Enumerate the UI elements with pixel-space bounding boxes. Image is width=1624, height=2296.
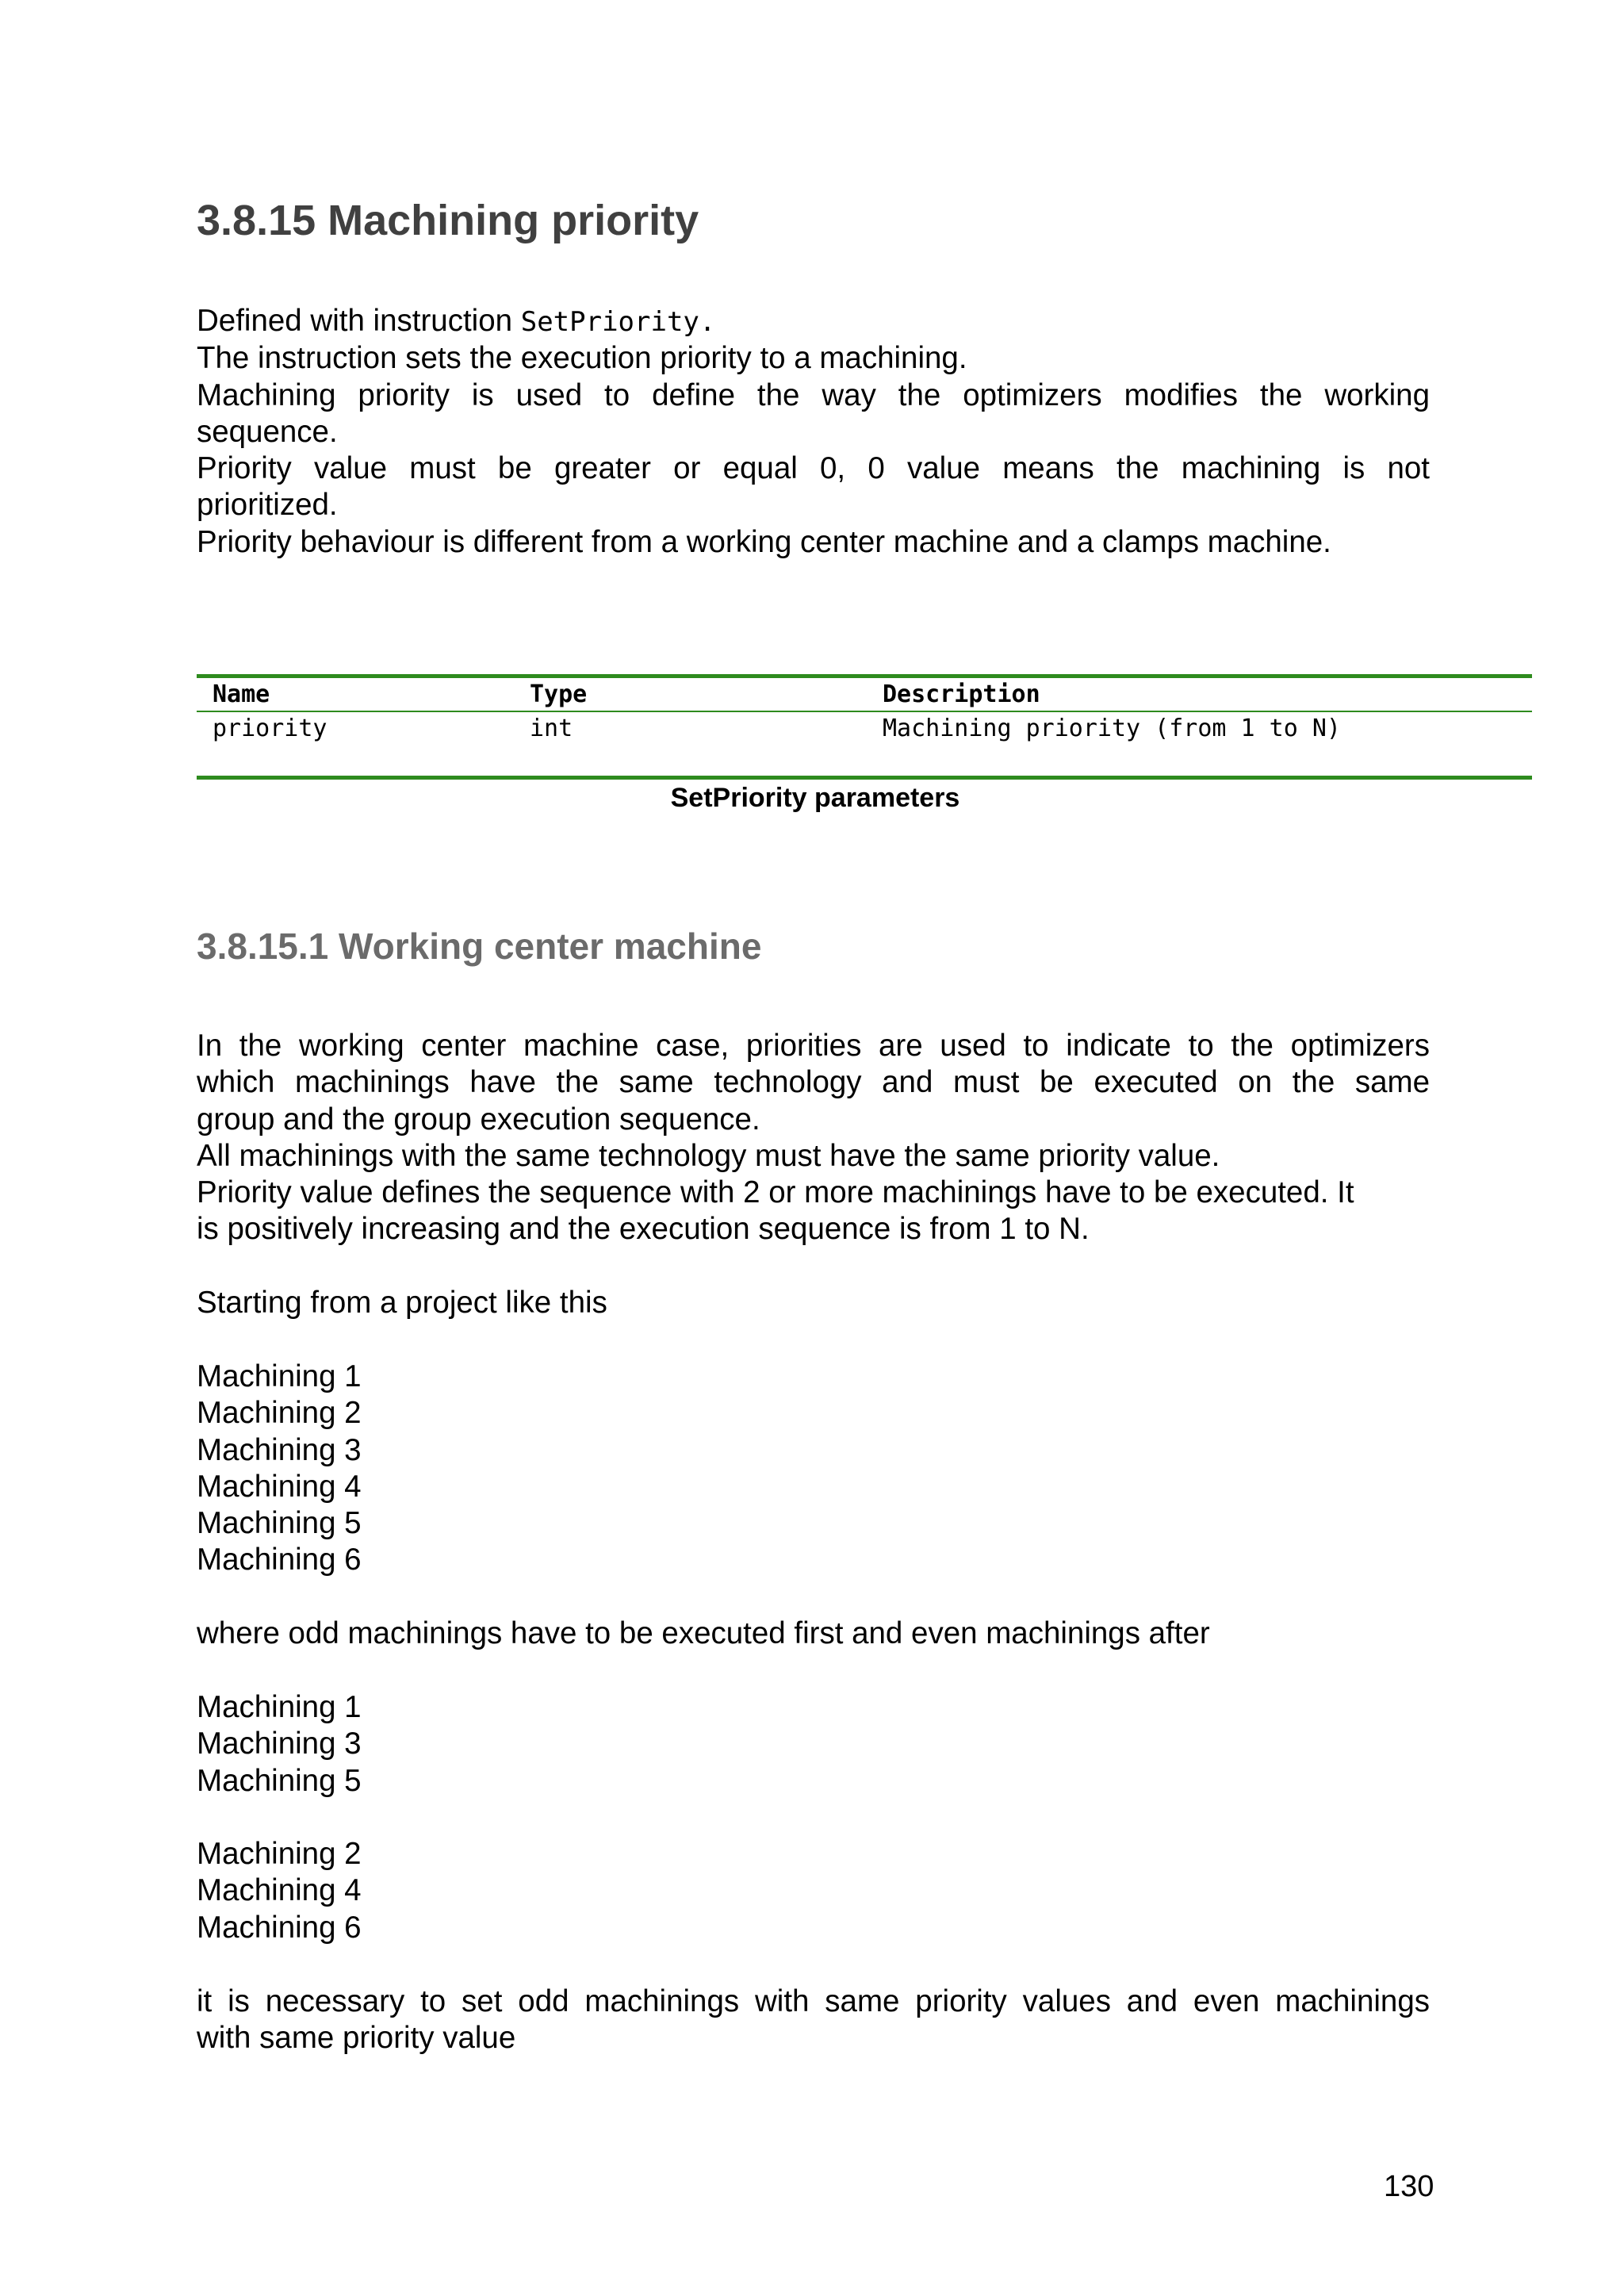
list-item: Machining 3 (197, 1432, 362, 1467)
intro-line-5: Priority behaviour is different from a working center machine and a clamps machine. (197, 524, 1331, 559)
list-item: Machining 3 (197, 1727, 362, 1761)
conclusion-line-2: with same priority value (197, 2021, 516, 2056)
odd-even-paragraph: where odd machinings have to be executed first and even machinings after (197, 1616, 1210, 1650)
intro-line-2: The instruction sets the execution priority to a machining. (197, 341, 967, 376)
table-top-rule (197, 674, 1532, 678)
working-center-paragraph (197, 1028, 1430, 1248)
intro-paragraph (197, 303, 1430, 561)
wc-line-2: All machinings with the same technology must have the same priority value. (197, 1138, 1220, 1173)
starting-paragraph: Starting from a project like this (197, 1286, 607, 1320)
table-bottom-rule (197, 776, 1532, 780)
list-item: Machining 5 (197, 1763, 362, 1798)
intro-line-1 (197, 303, 1430, 340)
list-item: Machining 2 (197, 1837, 362, 1871)
list-item: Machining 6 (197, 1543, 362, 1577)
intro-line-3b: sequence. (197, 414, 338, 449)
subsection-heading: 3.8.15.1 Working center machine (197, 926, 762, 967)
machining-list-even (197, 1836, 1430, 1946)
page-number: 130 (1384, 2170, 1434, 2203)
table-header-description: Description (883, 680, 1040, 708)
instruction-code: SetPriority. (520, 306, 716, 338)
list-item: Machining 6 (197, 1910, 362, 1945)
wc-line-3a: Priority value defines the sequence with 2 or more machinings have to be executed. It (197, 1175, 1354, 1210)
machining-list-1 (197, 1359, 1430, 1579)
table-cell-name: priority (213, 715, 327, 742)
wc-line-1c: group and the group execution sequence. (197, 1102, 760, 1137)
list-item: Machining 1 (197, 1690, 362, 1724)
table-header-type: Type (530, 680, 588, 708)
intro-line-4a: Priority value must be greater or equal 0, 0 value means the machining is not (197, 451, 1430, 486)
section-heading: 3.8.15 Machining priority (197, 197, 699, 244)
wc-line-1b: which machinings have the same technology and must be executed on the same (197, 1065, 1430, 1100)
list-item: Machining 5 (197, 1506, 362, 1541)
intro-line-1-text: Defined with instruction (197, 304, 521, 338)
table-cell-description: Machining priority (from 1 to N) (883, 715, 1341, 742)
table-cell-type: int (530, 715, 573, 742)
table-header-name: Name (213, 680, 270, 708)
machining-list-odd (197, 1689, 1430, 1800)
intro-line-3a: Machining priority is used to define the way the optimizers modifies the working (197, 378, 1430, 412)
wc-line-1a: In the working center machine case, priorities are used to indicate to the optimizers (197, 1029, 1430, 1063)
list-item: Machining 1 (197, 1359, 362, 1393)
list-item: Machining 2 (197, 1396, 362, 1431)
intro-line-4b: prioritized. (197, 488, 338, 523)
table-caption: SetPriority parameters (670, 783, 960, 813)
wc-line-3b: is positively increasing and the execution sequence is from 1 to N. (197, 1212, 1090, 1247)
conclusion-paragraph (197, 1984, 1430, 2057)
list-item: Machining 4 (197, 1873, 362, 1908)
conclusion-line-1: it is necessary to set odd machinings with same priority values and even machinings (197, 1984, 1430, 2018)
table-header-rule (197, 711, 1532, 712)
list-item: Machining 4 (197, 1469, 362, 1504)
